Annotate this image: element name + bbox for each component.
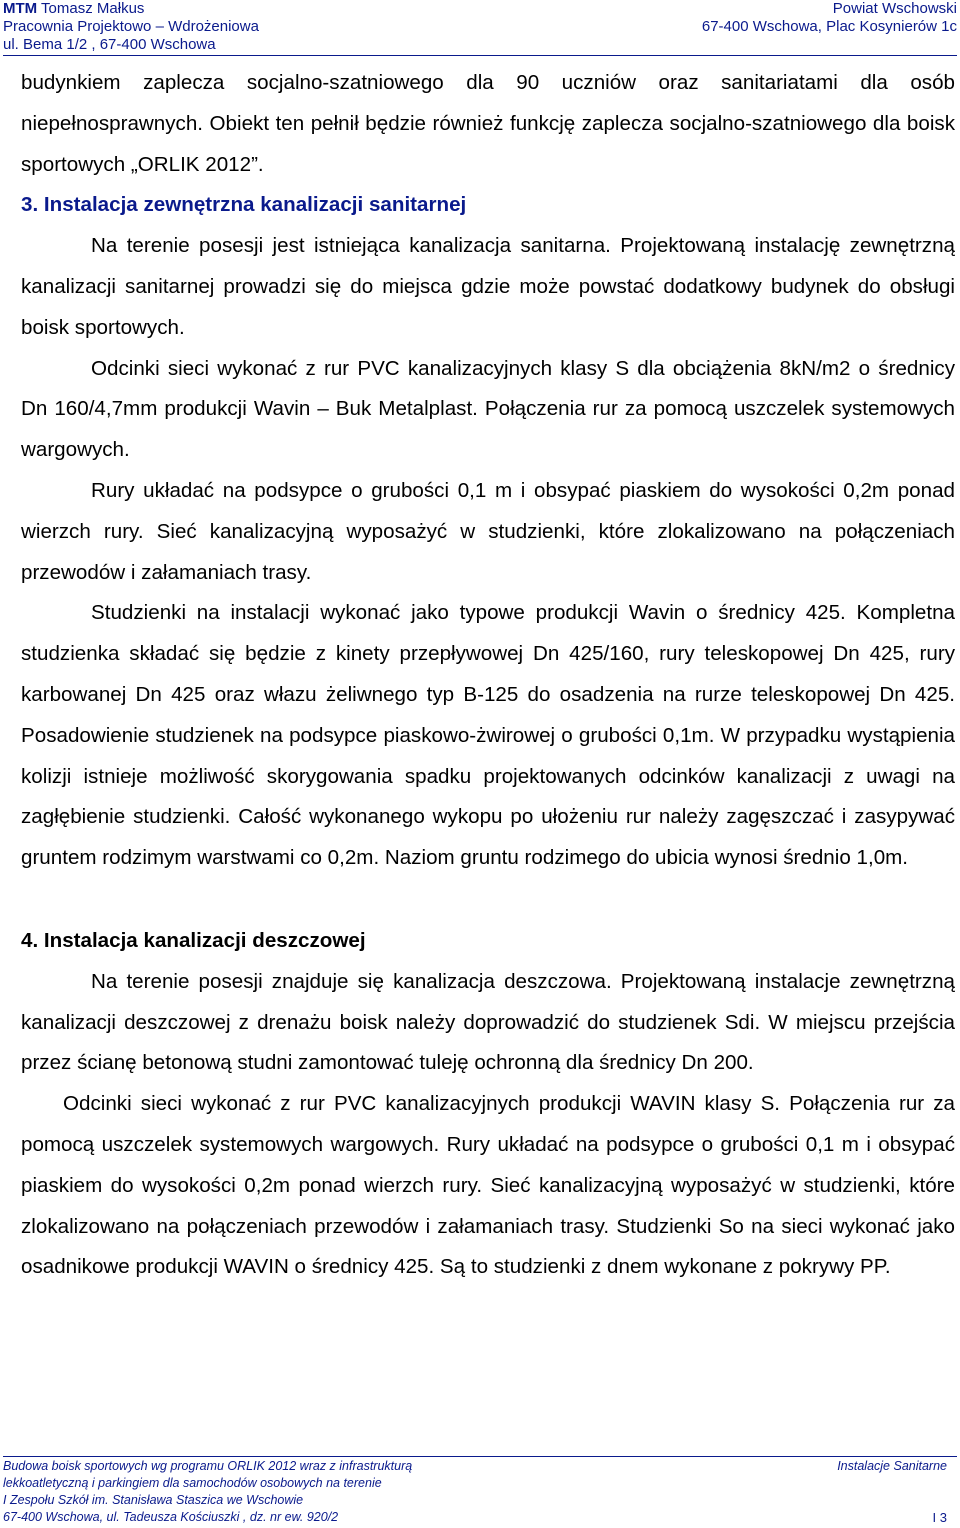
company-description: Pracownia Projektowo – Wdrożeniowa xyxy=(3,18,259,35)
footer-divider xyxy=(3,1456,957,1457)
header-divider xyxy=(3,55,957,56)
paragraph-sanitary-wells: Studzienki na instalacji wykonać jako typowe produkcji Wavin o średnicy 425. Kompletna studzienka składać się będzie z kinety przepływowej Dn 425/160, rury teleskopowej Dn 425, rury karbowanej Dn 425 oraz włazu żeliwnego typ B-125 do osadzenia na rurze teleskopowej Dn 425. Posadowienie studzienek na podsypce piaskowo-żwirowej o grubości 0,1m. W przypadku wystąpienia kolizji istnieje możliwość skorygowania spadku projektowanych odcinków kanalizacji z uwagi na zagłębienie studzienki. Całość wykonanego wykopu po ułożeniu rur należy zagęszczać i zasypywać gruntem rodzimym warstwami co 0,2m. Naziom gruntu rodzimego do ubicia wynosi średnio 1,0m. xyxy=(21,601,955,870)
paragraph-sanitary-existing: Na terenie posesji jest istniejąca kanalizacja sanitarna. Projektowaną instalację zewnętrzną kanalizacji sanitarnej prowadzi się do miejsca gdzie może powstać dodatkowy budynek do obsługi boisk sportowych. xyxy=(21,234,955,339)
footer-section: Instalacje Sanitarne xyxy=(837,1459,947,1473)
footer-line: lekkoatletyczną i parkingiem dla samochodów osobowych na terenie xyxy=(3,1476,382,1490)
paragraph-sanitary-pipes: Odcinki sieci wykonać z rur PVC kanalizacyjnych klasy S dla obciążenia 8kN/m2 o średnicy Dn 160/4,7mm produkcji Wavin – Buk Metalplast. Połączenia rur za pomocą uszczelek systemowych wargowych. xyxy=(21,356,955,462)
header-company xyxy=(3,0,259,54)
document-body xyxy=(21,63,955,1288)
company-name-bold: MTM xyxy=(3,0,38,17)
paragraph-storm-pipes: Odcinki sieci wykonać z rur PVC kanalizacyjnych produkcji WAVIN klasy S. Połączenia rur za pomocą uszczelek systemowych wargowych. Rury układać na podsypce o grubości 0,1 m i obsypać piaskiem do wysokości 0,2m ponad wierzch rury. Sieć kanalizacyjną wyposażyć w studzienki, które zlokalizowano na połączeniach przewodów i załamaniach trasy. Studzienki So na sieci wykonać jako osadnikowe produkcji WAVIN o średnicy 425. Są to studzienki z dnem wykonane z pokrywy PP. xyxy=(21,1092,955,1279)
footer-project xyxy=(3,1458,563,1526)
paragraph-storm-existing: Na terenie posesji znajduje się kanalizacja deszczowa. Projektowaną instalacje zewnętrzną kanalizacji deszczowej z drenażu boisk należy doprowadzić do studzienek Sdi. W miejscu przejścia przez ścianę betonową studni zamontować tuleję ochronną dla średnicy Dn 200. xyxy=(21,969,955,1075)
page-number: I 3 xyxy=(932,1510,947,1525)
section-heading-3: 3. Instalacja zewnętrzna kanalizacji sanitarnej xyxy=(21,193,467,217)
page-header xyxy=(3,0,957,54)
section-heading-4: 4. Instalacja kanalizacji deszczowej xyxy=(21,928,366,952)
client-address: 67-400 Wschowa, Plac Kosynierów 1c xyxy=(701,18,957,35)
paragraph-sanitary-laying: Rury układać na podsypce o grubości 0,1 m i obsypać piaskiem do wysokości 0,2m ponad wierzch rury. Sieć kanalizacyjną wyposażyć w studzienki, które zlokalizowano na połączeniach przewodów i załamaniach trasy. xyxy=(21,478,955,584)
page-footer xyxy=(3,1458,957,1526)
footer-line: Budowa boisk sportowych wg programu ORLIK 2012 wraz z infrastrukturą xyxy=(3,1459,413,1473)
footer-line: 67-400 Wschowa, ul. Tadeusza Kościuszki , dz. nr ew. 920/2 xyxy=(3,1510,339,1524)
client-name: Powiat Wschowski xyxy=(832,0,957,17)
paragraph-intro: budynkiem zaplecza socjalno-szatniowego dla 90 uczniów oraz sanitariatami dla osób niepełnosprawnych. Obiekt ten pełnił będzie również funkcję zaplecza socjalno-szatniowego dla boisk sportowych „ORLIK 2012”. xyxy=(21,71,955,176)
footer-line: I Zespołu Szkół im. Stanisława Staszica we Wschowie xyxy=(3,1493,304,1507)
spacer xyxy=(21,879,955,921)
company-name: Tomasz Małkus xyxy=(37,0,145,17)
company-address: ul. Bema 1/2 , 67-400 Wschowa xyxy=(3,36,216,53)
header-client xyxy=(702,0,957,36)
